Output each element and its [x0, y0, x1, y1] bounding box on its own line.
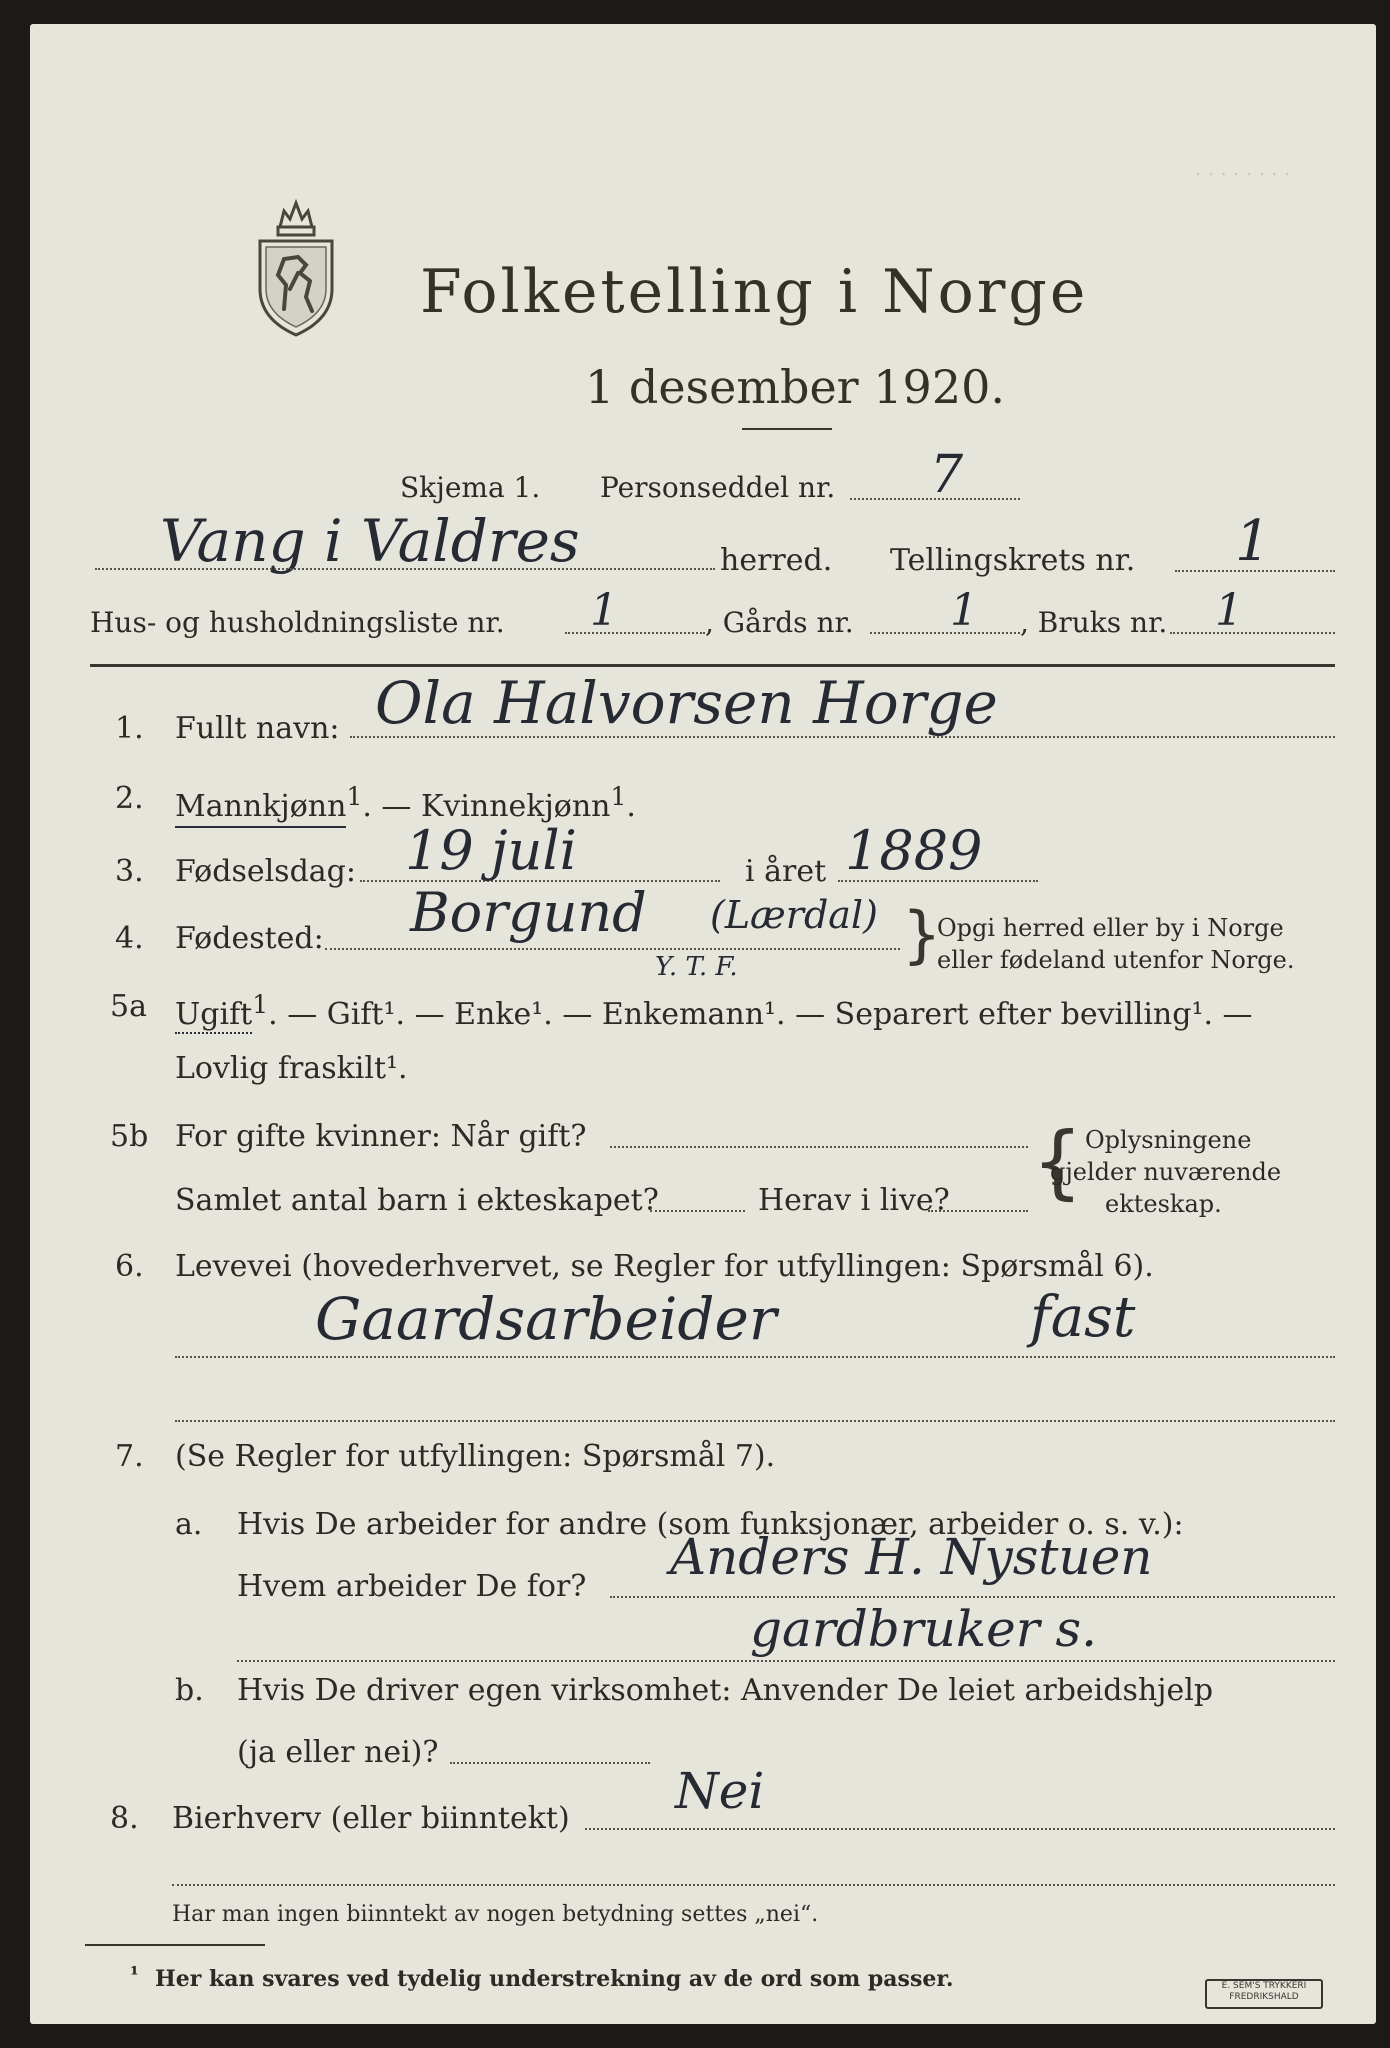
- q7-label: (Se Regler for utfyllingen: Spørsmål 7).: [175, 1439, 776, 1474]
- full-name-value: Ola Halvorsen Horge: [375, 669, 998, 737]
- footnote-mark: ¹: [130, 1962, 139, 1986]
- q3-number: 3.: [115, 854, 144, 889]
- q5b-number: 5b: [110, 1119, 149, 1154]
- q3-label: Fødselsdag:: [175, 854, 356, 889]
- q5b-line2: [650, 1210, 745, 1212]
- gards-value: 1: [950, 585, 978, 636]
- q7-number: 7.: [115, 1439, 144, 1474]
- side-income-value: Nei: [675, 1762, 765, 1820]
- birthplace-parish-value: (Lærdal): [710, 893, 878, 937]
- q5b-note3: ekteskap.: [1105, 1190, 1222, 1218]
- q5b-bracket: {: [1032, 1115, 1083, 1208]
- q6-line1: [175, 1356, 1335, 1358]
- q5a-line2: Lovlig fraskilt¹.: [175, 1051, 408, 1086]
- birth-year-value: 1889: [845, 819, 983, 882]
- q2-gender: Mannkjønn$^1$. — Kvinnekjønn$^1$.: [175, 784, 636, 822]
- q7a-line1: [610, 1596, 1335, 1598]
- title-divider: [742, 428, 832, 430]
- q5b-note1: Oplysningene: [1085, 1126, 1252, 1154]
- q7b-label2: (ja eller nei)?: [237, 1735, 439, 1770]
- birthplace-extra-note: Y. T. F.: [655, 952, 738, 982]
- q7a-line2: [237, 1660, 1335, 1662]
- q5a-options: Ugift$^1$. — Gift¹. — Enke¹. — Enkemann¹. — Separert efter bevilling¹. —: [175, 990, 1253, 1032]
- personseddel-label: Personseddel nr.: [600, 471, 836, 504]
- q7a-label2: Hvem arbeider De for?: [237, 1569, 587, 1604]
- q4-note-line2: eller fødeland utenfor Norge.: [937, 946, 1295, 974]
- q2-number: 2.: [115, 781, 144, 816]
- q5b-label1: For gifte kvinner: Når gift?: [175, 1119, 587, 1154]
- footnote-text: Her kan svares ved tydelig understrekning av de ord som passer.: [155, 1966, 954, 1992]
- q5a-number: 5a: [110, 989, 147, 1024]
- q6-line2: [175, 1420, 1335, 1422]
- census-form-page: [30, 24, 1376, 2024]
- coat-of-arms-icon: [250, 189, 342, 339]
- q8-line2: [172, 1884, 1335, 1886]
- census-date: 1 desember 1920.: [585, 360, 1005, 414]
- herred-label: herred.: [720, 543, 833, 578]
- birthdate-value: 19 juli: [405, 819, 577, 882]
- q7a-label: Hvis De arbeider for andre (som funksjonær, arbeider o. s. v.):: [237, 1507, 1184, 1542]
- hus-value: 1: [590, 585, 618, 636]
- bleed-through-text: · · · · · · · ·: [1195, 162, 1291, 186]
- q7b-letter: b.: [175, 1673, 204, 1708]
- q4-label: Fødested:: [175, 921, 324, 956]
- tellingskrets-value: 1: [1235, 509, 1271, 574]
- gender-male-option: Mannkjønn: [175, 789, 346, 828]
- q4-number: 4.: [115, 921, 144, 956]
- q5b-note2: gjelder nuværende: [1050, 1158, 1282, 1186]
- tellingskrets-label: Tellingskrets nr.: [890, 543, 1136, 578]
- occupation-value: Gaardsarbeider: [315, 1285, 777, 1353]
- employer-value: Anders H. Nystuen: [670, 1528, 1153, 1586]
- occupation-qualifier-value: fast: [1030, 1285, 1136, 1350]
- q7b-label: Hvis De driver egen virksomhet: Anvender De leiet arbeidshjelp: [237, 1673, 1214, 1708]
- q5b-label3: Herav i live?: [758, 1183, 950, 1218]
- herred-value: Vang i Valdres: [160, 507, 580, 575]
- schema-label: Skjema 1.: [400, 471, 541, 504]
- status-ugift-option: Ugift: [175, 997, 253, 1032]
- bruks-line: [1170, 632, 1335, 634]
- gards-label: , Gårds nr.: [705, 606, 854, 639]
- q4-note-line1: Opgi herred eller by i Norge: [937, 914, 1284, 942]
- bruks-label: , Bruks nr.: [1020, 606, 1168, 639]
- q5b-label2: Samlet antal barn i ekteskapet?: [175, 1183, 659, 1218]
- gards-line: [870, 632, 1020, 634]
- q5b-line1: [610, 1146, 1028, 1148]
- footnote-divider: [85, 1944, 265, 1946]
- personseddel-value: 7: [930, 445, 964, 505]
- hus-label: Hus- og husholdningsliste nr.: [90, 606, 505, 639]
- herred-line: [95, 568, 715, 570]
- printer-stamp: E. SEM'S TRYKKERI FREDRIKSHALD: [1205, 1979, 1323, 2009]
- q7b-line: [450, 1762, 650, 1764]
- footer-note: Har man ingen biinntekt av nogen betydning settes „nei“.: [172, 1902, 819, 1927]
- q6-number: 6.: [115, 1249, 144, 1284]
- q3-year-label: i året: [745, 854, 827, 889]
- hus-line: [565, 632, 705, 634]
- gender-female-option: Kvinnekjønn: [420, 789, 611, 824]
- header-divider: [90, 664, 1335, 667]
- birthplace-value: Borgund: [410, 881, 647, 944]
- employer-title-value: gardbruker s.: [750, 1600, 1098, 1658]
- q1-number: 1.: [115, 711, 144, 746]
- q6-label: Levevei (hovederhvervet, se Regler for utfyllingen: Spørsmål 6).: [175, 1249, 1154, 1284]
- q8-number: 8.: [110, 1801, 139, 1836]
- q1-label: Fullt navn:: [175, 711, 340, 746]
- form-title: Folketelling i Norge: [420, 257, 1089, 327]
- q8-label: Bierhverv (eller biinntekt): [172, 1801, 570, 1836]
- q5b-line3: [928, 1210, 1028, 1212]
- q8-line1: [585, 1828, 1335, 1830]
- bruks-value: 1: [1215, 585, 1243, 636]
- q4-line: [325, 948, 900, 950]
- q4-bracket: }: [902, 898, 942, 971]
- q7a-letter: a.: [175, 1507, 203, 1542]
